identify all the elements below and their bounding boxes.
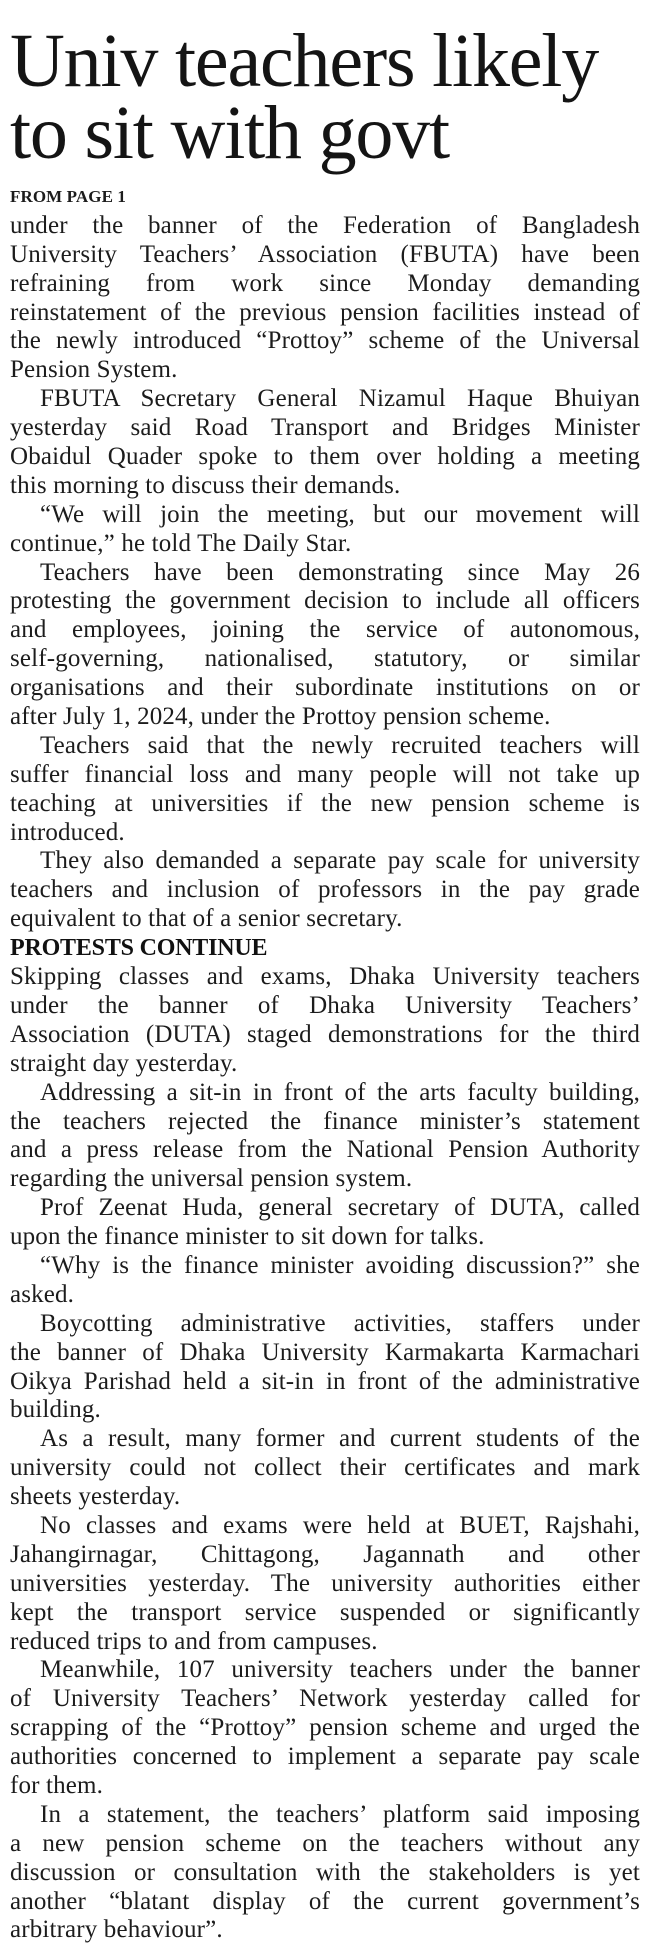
text-line: reduced trips to and from campuses. [10, 1627, 378, 1655]
text-line: continue,” he told The Daily Star. [10, 529, 352, 557]
text-line: In a statement, the teachers’ platform said imposing [40, 1800, 640, 1828]
text-line: Prof Zeenat Huda, general secretary of DUTA, called [40, 1194, 640, 1222]
text-line: Addressing a sit-in in front of the arts faculty building, [40, 1078, 640, 1106]
text-line: of University Teachers’ Network yesterday called for [10, 1685, 640, 1713]
text-line: Teachers said that the newly recruited teachers will [40, 731, 640, 759]
subhead: PROTESTS CONTINUE [10, 935, 268, 962]
paragraph [10, 385, 640, 501]
text-line: University Teachers’ Association (FBUTA) have been [10, 240, 640, 268]
text-line: “We will join the meeting, but our movement will [40, 500, 640, 528]
headline [10, 19, 640, 175]
article-section [10, 212, 640, 934]
paragraph [10, 1079, 640, 1195]
text-line: discussion or consultation with the stakeholders is yet [10, 1858, 640, 1886]
text-line: FBUTA Secretary General Nizamul Haque Bhuiyan [40, 385, 640, 413]
text-line: Teachers have been demonstrating since May 26 [40, 558, 640, 586]
text-line: reinstatement of the previous pension facilities instead of [10, 298, 640, 326]
article-body [10, 183, 640, 1945]
text-line: As a result, many former and current students of the [40, 1425, 640, 1453]
text-line: Boycotting administrative activities, staffers under [40, 1309, 640, 1337]
text-line: universities yesterday. The university authorities either [10, 1569, 640, 1597]
text-line: suffer financial loss and many people will not take up [10, 760, 640, 788]
text-line: and a press release from the National Pension Authority [10, 1136, 640, 1164]
paragraph [10, 1194, 640, 1252]
text-line: teachers and inclusion of professors in the pay grade [10, 876, 640, 904]
text-line: Association (DUTA) staged demonstrations for the third [10, 1020, 640, 1048]
jump-label: FROM PAGE 1 [10, 187, 126, 206]
article-section [10, 963, 640, 1945]
text-line: upon the finance minister to sit down for talks. [10, 1223, 485, 1251]
text-line: No classes and exams were held at BUET, Rajshahi, [40, 1511, 640, 1539]
paragraph [10, 1656, 640, 1800]
text-line: sheets yesterday. [10, 1483, 181, 1511]
text-line: protesting the government decision to include all officers [10, 587, 640, 615]
text-line: teaching at universities if the new pension scheme is [10, 789, 640, 817]
text-line: Obaidul Quader spoke to them over holding a meeting [10, 443, 640, 471]
headline-line: to sit with govt [10, 91, 449, 175]
text-line: under the banner of the Federation of Bangladesh [10, 211, 640, 239]
text-line: building. [10, 1396, 101, 1424]
paragraph [10, 1252, 640, 1310]
text-line: for them. [10, 1771, 103, 1799]
text-line: yesterday said Road Transport and Bridges Minister [10, 414, 640, 442]
text-line: Pension System. [10, 356, 178, 384]
text-line: authorities concerned to implement a separate pay scale [10, 1743, 640, 1771]
text-line: another “blatant display of the current government’s [10, 1887, 640, 1915]
text-line: organisations and their subordinate institutions on or [10, 674, 640, 702]
paragraph [10, 1512, 640, 1656]
text-line: Skipping classes and exams, Dhaka University teachers [10, 963, 640, 991]
text-line: straight day yesterday. [10, 1049, 238, 1077]
text-line: under the banner of Dhaka University Teachers’ [10, 991, 640, 1019]
paragraph [10, 559, 640, 732]
text-line: and employees, joining the service of autonomous, [10, 616, 640, 644]
text-line: equivalent to that of a senior secretary. [10, 905, 403, 933]
text-line: introduced. [10, 818, 125, 846]
text-line: university could not collect their certificates and mark [10, 1454, 640, 1482]
text-line: this morning to discuss their demands. [10, 471, 401, 499]
paragraph [10, 1801, 640, 1945]
text-line: a new pension scheme on the teachers without any [10, 1829, 640, 1857]
text-line: scrapping of the “Prottoy” pension scheme and urged the [10, 1714, 640, 1742]
text-line: after July 1, 2024, under the Prottoy pension scheme. [10, 703, 551, 731]
text-line: regarding the universal pension system. [10, 1165, 413, 1193]
text-line: “Why is the finance minister avoiding discussion?” she [40, 1251, 640, 1279]
paragraph [10, 212, 640, 385]
text-line: the banner of Dhaka University Karmakarta Karmachari [10, 1338, 640, 1366]
text-line: self-governing, nationalised, statutory, or similar [10, 645, 640, 673]
text-line: the teachers rejected the finance minister’s statement [10, 1107, 640, 1135]
paragraph [10, 963, 640, 1079]
text-line: They also demanded a separate pay scale for university [40, 847, 640, 875]
paragraph [10, 501, 640, 559]
paragraph [10, 847, 640, 934]
text-line: Meanwhile, 107 university teachers under the banner [40, 1656, 640, 1684]
text-line: asked. [10, 1280, 75, 1308]
text-line: Jahangirnagar, Chittagong, Jagannath and other [10, 1540, 640, 1568]
paragraph [10, 732, 640, 848]
paragraph [10, 1310, 640, 1426]
text-line: the newly introduced “Prottoy” scheme of the Universal [10, 327, 640, 355]
text-line: arbitrary behaviour”. [10, 1916, 223, 1944]
text-line: refraining from work since Monday demanding [10, 269, 640, 297]
text-line: kept the transport service suspended or significantly [10, 1598, 640, 1626]
headline-line: Univ teachers likely [10, 19, 599, 103]
text-line: Oikya Parishad held a sit-in in front of the administrative [10, 1367, 640, 1395]
paragraph [10, 1425, 640, 1512]
